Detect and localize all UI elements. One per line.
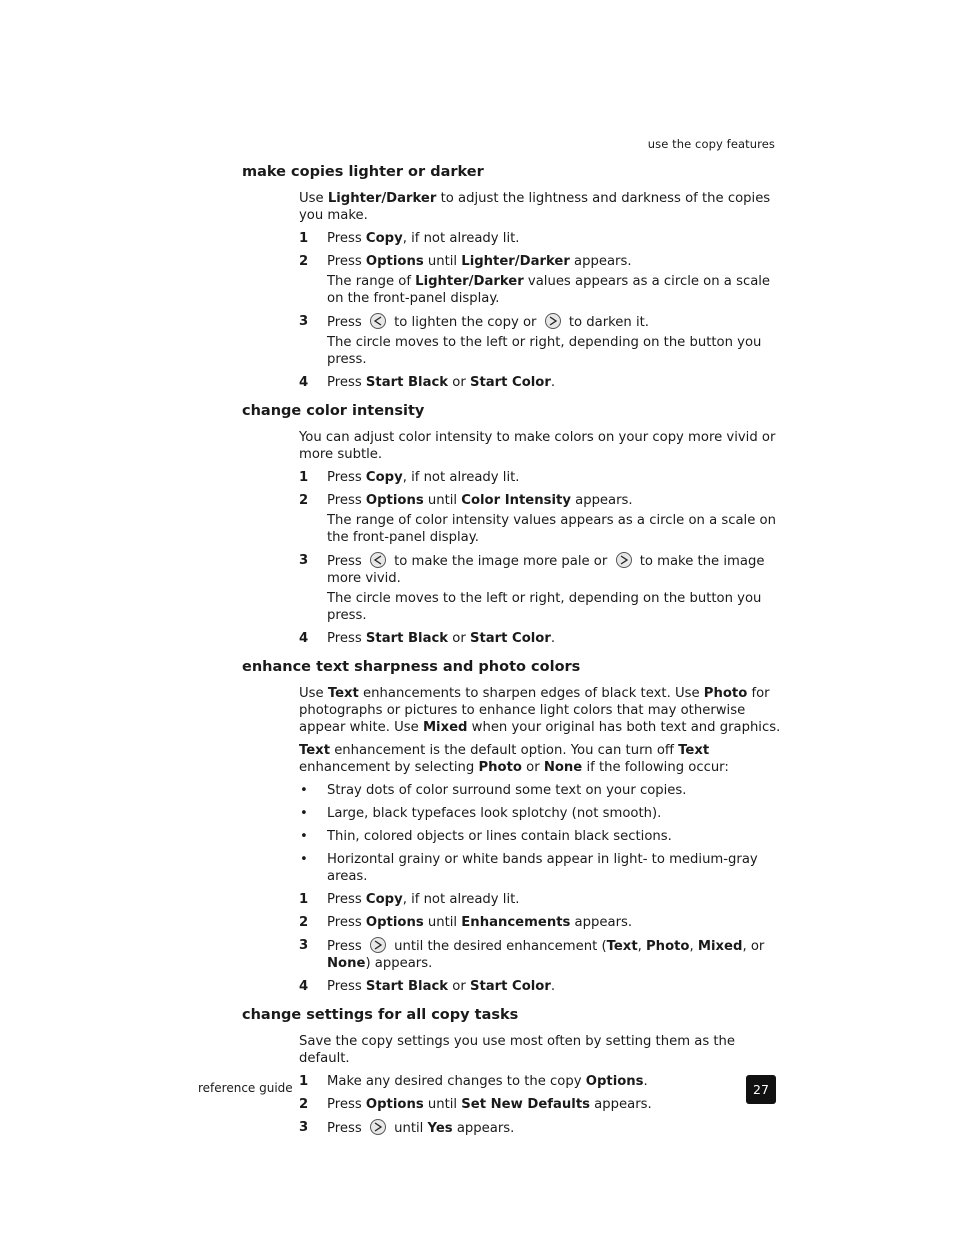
step-number: 1 xyxy=(299,231,309,246)
left-arrow-button-icon xyxy=(370,552,386,568)
step-item xyxy=(299,313,782,368)
step-number: 3 xyxy=(299,314,309,329)
bold-term: Mixed xyxy=(697,939,743,954)
bullet-item: • Large, black typefaces look splotchy (not smooth). xyxy=(300,806,662,821)
section xyxy=(242,401,782,647)
step-number: 4 xyxy=(299,631,309,646)
section xyxy=(242,1005,782,1137)
bold-term: Yes xyxy=(427,1121,453,1136)
bold-term: Start Color xyxy=(469,631,551,646)
step-text: Press Options until Set New Defaults appears. xyxy=(327,1097,652,1112)
step-text: Press Copy, if not already lit. xyxy=(327,470,520,485)
bullet-icon: • xyxy=(300,806,308,821)
step-text: Press Start Black or Start Color. xyxy=(327,631,556,646)
bullet-item: • Stray dots of color surround some text on your copies. xyxy=(300,783,687,798)
bold-term: Options xyxy=(365,493,424,508)
step-number: 2 xyxy=(299,1097,309,1112)
bold-term: Text xyxy=(299,743,330,758)
step-item xyxy=(299,891,782,908)
bold-term: Mixed xyxy=(422,720,468,735)
bold-term: Copy xyxy=(365,470,403,485)
step-item xyxy=(299,492,782,546)
step-number: 2 xyxy=(299,493,309,508)
step-number: 4 xyxy=(299,375,309,390)
bold-term: Start Black xyxy=(365,979,449,994)
left-arrow-button-icon xyxy=(370,313,386,329)
bold-term: Photo xyxy=(703,686,748,701)
bold-term: Lighter/Darker xyxy=(415,274,524,289)
step-note: The circle moves to the left or right, depending on the button you press. xyxy=(327,591,762,623)
footer-title: reference guide xyxy=(198,1081,293,1095)
step-note: The circle moves to the left or right, depending on the button you press. xyxy=(327,335,762,367)
section-paragraph: You can adjust color intensity to make colors on your copy more vivid or more subtle. xyxy=(299,430,776,462)
right-arrow-button-icon xyxy=(545,313,561,329)
step-number: 3 xyxy=(299,553,309,568)
right-arrow-button-icon xyxy=(370,937,386,953)
section-heading: change settings for all copy tasks xyxy=(242,1007,519,1023)
section xyxy=(242,657,782,995)
section-heading: enhance text sharpness and photo colors xyxy=(242,659,581,675)
bold-term: Lighter/Darker xyxy=(461,254,570,269)
step-text: Press Copy, if not already lit. xyxy=(327,231,520,246)
step-text: Press to lighten the copy or to darken it. xyxy=(327,315,649,330)
section-heading: make copies lighter or darker xyxy=(242,164,484,180)
step-item xyxy=(299,253,782,307)
section-paragraph: Text enhancement is the default option. You can turn off Text enhancement by selecting Photo or None if the following occur: xyxy=(299,743,729,775)
step-text: Press Options until Color Intensity appears. xyxy=(327,493,633,508)
bold-term: Photo xyxy=(646,939,690,954)
step-item xyxy=(299,552,782,624)
section-paragraph: Save the copy settings you use most often by setting them as the default. xyxy=(299,1034,736,1066)
right-arrow-button-icon xyxy=(616,552,632,568)
bullet-icon: • xyxy=(300,852,308,867)
step-text: Press Start Black or Start Color. xyxy=(327,375,556,390)
section xyxy=(242,162,782,391)
step-item xyxy=(299,978,782,995)
step-number: 1 xyxy=(299,892,309,907)
section-paragraph: Use Text enhancements to sharpen edges of black text. Use Photo for photographs or pictures to enhance light colors that may otherwise appear white. Use Mixed when your original has both text and graphics. xyxy=(299,686,781,735)
step-item xyxy=(299,1096,782,1113)
bold-term: Start Color xyxy=(469,979,551,994)
right-arrow-button-icon xyxy=(370,1119,386,1135)
step-text: Press Options until Lighter/Darker appears. xyxy=(327,254,632,269)
bold-term: Start Black xyxy=(365,631,449,646)
step-number: 2 xyxy=(299,915,309,930)
step-text: Press until the desired enhancement (Text, Photo, Mixed, or None) appears. xyxy=(327,939,765,971)
bullet-icon: • xyxy=(300,783,308,798)
bold-term: Copy xyxy=(365,231,403,246)
bullet-item: • Horizontal grainy or white bands appear in light- to medium-gray areas. xyxy=(300,852,758,884)
bold-term: Options xyxy=(365,915,424,930)
bold-term: Lighter/Darker xyxy=(327,191,437,206)
step-text: Press Start Black or Start Color. xyxy=(327,979,556,994)
bullet-item: • Thin, colored objects or lines contain black sections. xyxy=(300,829,672,844)
step-item xyxy=(299,937,782,972)
page-number-badge: 27 xyxy=(746,1075,776,1104)
bold-term: Text xyxy=(678,743,710,758)
bold-term: Text xyxy=(606,939,638,954)
step-number: 4 xyxy=(299,979,309,994)
step-text: Make any desired changes to the copy Options. xyxy=(327,1074,648,1089)
bold-term: Options xyxy=(585,1074,644,1089)
bold-term: Options xyxy=(365,254,424,269)
step-number: 1 xyxy=(299,470,309,485)
step-note: The range of Lighter/Darker values appears as a circle on a scale on the front-panel display. xyxy=(327,274,771,306)
section-heading: change color intensity xyxy=(242,403,425,419)
step-number: 1 xyxy=(299,1074,309,1089)
bold-term: Text xyxy=(327,686,359,701)
step-text: Press Options until Enhancements appears. xyxy=(327,915,633,930)
bold-term: Set New Defaults xyxy=(461,1097,590,1112)
step-number: 2 xyxy=(299,254,309,269)
step-text: Press to make the image more pale or to make the image more vivid. xyxy=(327,554,765,586)
bold-term: Copy xyxy=(365,892,403,907)
step-item xyxy=(299,469,782,486)
bold-term: Start Color xyxy=(469,375,551,390)
running-head: use the copy features xyxy=(647,137,775,151)
bold-term: Options xyxy=(365,1097,424,1112)
step-text: Press Copy, if not already lit. xyxy=(327,892,520,907)
bold-term: Color Intensity xyxy=(461,493,571,508)
main-content xyxy=(242,162,782,1147)
step-item xyxy=(299,230,782,247)
step-item xyxy=(299,1119,782,1137)
step-text: Press until Yes appears. xyxy=(327,1121,515,1136)
bullet-icon: • xyxy=(300,829,308,844)
bold-term: None xyxy=(543,760,583,775)
step-number: 3 xyxy=(299,1120,309,1135)
step-item xyxy=(299,1073,782,1090)
step-item xyxy=(299,374,782,391)
step-item xyxy=(299,630,782,647)
bold-term: Photo xyxy=(478,760,522,775)
step-number: 3 xyxy=(299,938,309,953)
step-item xyxy=(299,914,782,931)
bold-term: Enhancements xyxy=(461,915,571,930)
step-note: The range of color intensity values appears as a circle on a scale on the front-panel display. xyxy=(327,513,776,545)
bold-term: None xyxy=(327,956,366,971)
bold-term: Start Black xyxy=(365,375,449,390)
section-paragraph: Use Lighter/Darker to adjust the lightness and darkness of the copies you make. xyxy=(299,191,771,223)
